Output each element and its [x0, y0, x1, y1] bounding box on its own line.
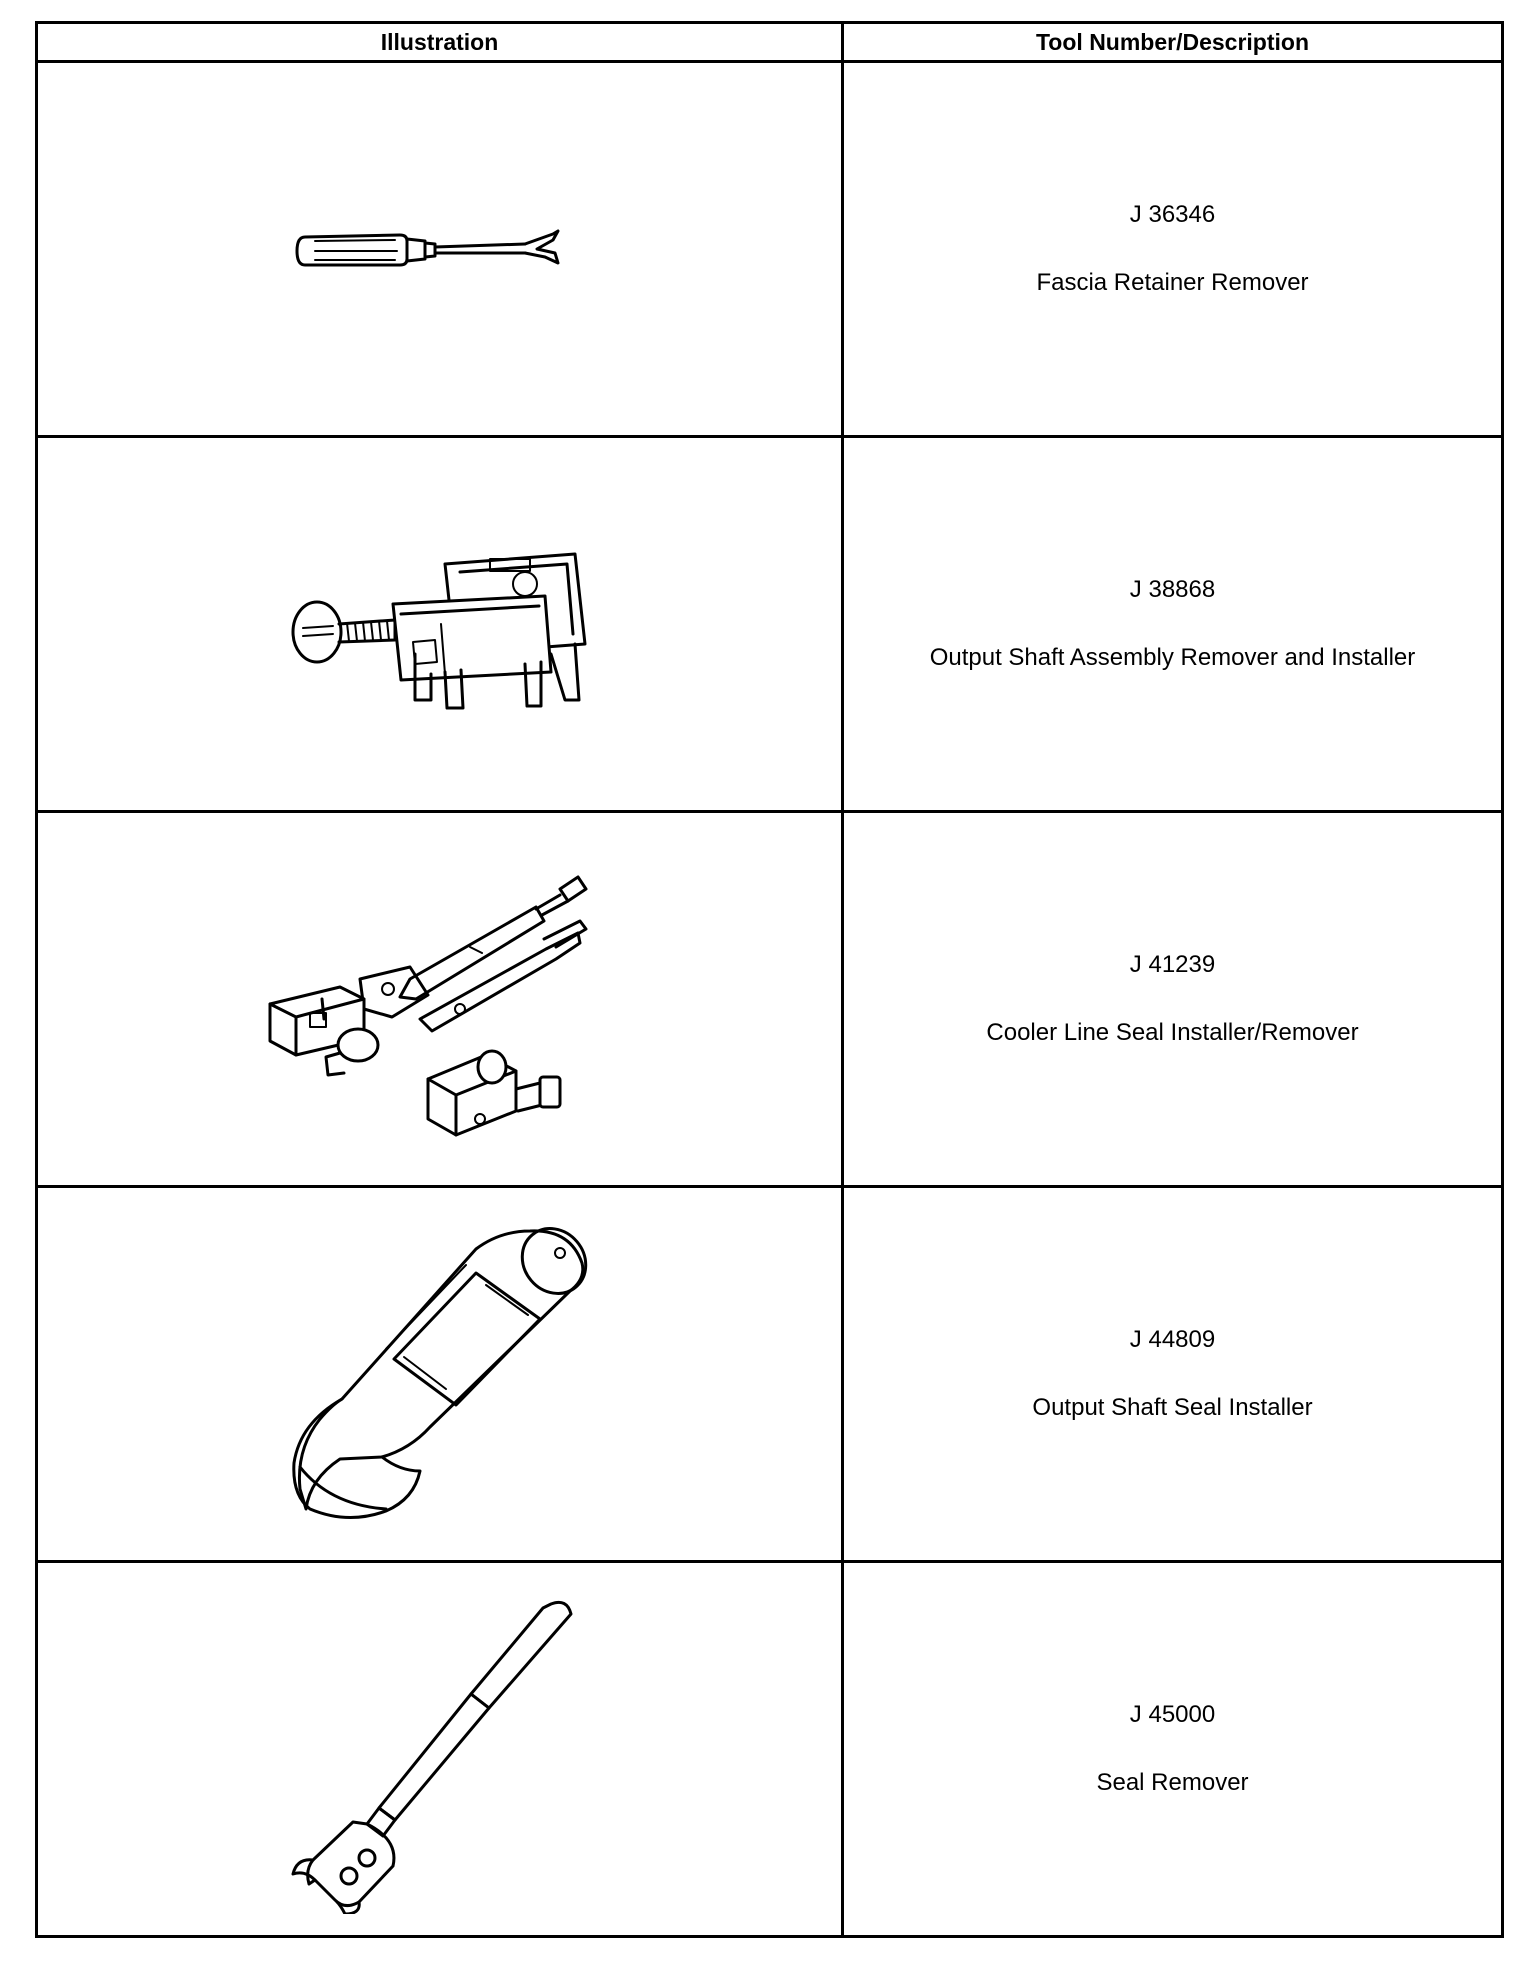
table-row	[37, 812, 1503, 1187]
tool-number: J 36346	[1129, 201, 1216, 228]
header-illustration: Illustration	[37, 23, 843, 62]
table-row	[37, 62, 1503, 437]
illustration-cell	[37, 62, 843, 437]
description-cell	[843, 1187, 1503, 1562]
tool-number: J 41239	[1129, 951, 1216, 978]
tool-number: J 38868	[1129, 576, 1216, 603]
tool-number: J 45000	[1129, 1701, 1216, 1728]
output-shaft-tool-icon	[275, 524, 605, 724]
description-cell	[843, 437, 1503, 812]
locking-pliers-tool-icon	[260, 849, 620, 1149]
trim-pad-remover-icon	[275, 189, 605, 309]
seal-remover-hook-icon	[275, 1584, 605, 1914]
seal-installer-handle-icon	[270, 1209, 610, 1539]
illustration-cell	[37, 437, 843, 812]
table-row	[37, 437, 1503, 812]
header-description: Tool Number/Description	[843, 23, 1503, 62]
description-cell	[843, 812, 1503, 1187]
tool-description: Output Shaft Assembly Remover and Installer	[929, 644, 1416, 671]
description-cell	[843, 1562, 1503, 1937]
tool-description: Seal Remover	[1096, 1769, 1249, 1796]
illustration-cell	[37, 1187, 843, 1562]
tool-description: Cooler Line Seal Installer/Remover	[986, 1019, 1359, 1046]
tool-description: Output Shaft Seal Installer	[1032, 1394, 1313, 1421]
header-row	[37, 23, 1503, 62]
table-row	[37, 1187, 1503, 1562]
illustration-cell	[37, 1562, 843, 1937]
description-cell	[843, 62, 1503, 437]
tool-description: Fascia Retainer Remover	[1036, 269, 1309, 296]
tool-number: J 44809	[1129, 1326, 1216, 1353]
tool-table	[35, 21, 1504, 1938]
illustration-cell	[37, 812, 843, 1187]
table-row	[37, 1562, 1503, 1937]
